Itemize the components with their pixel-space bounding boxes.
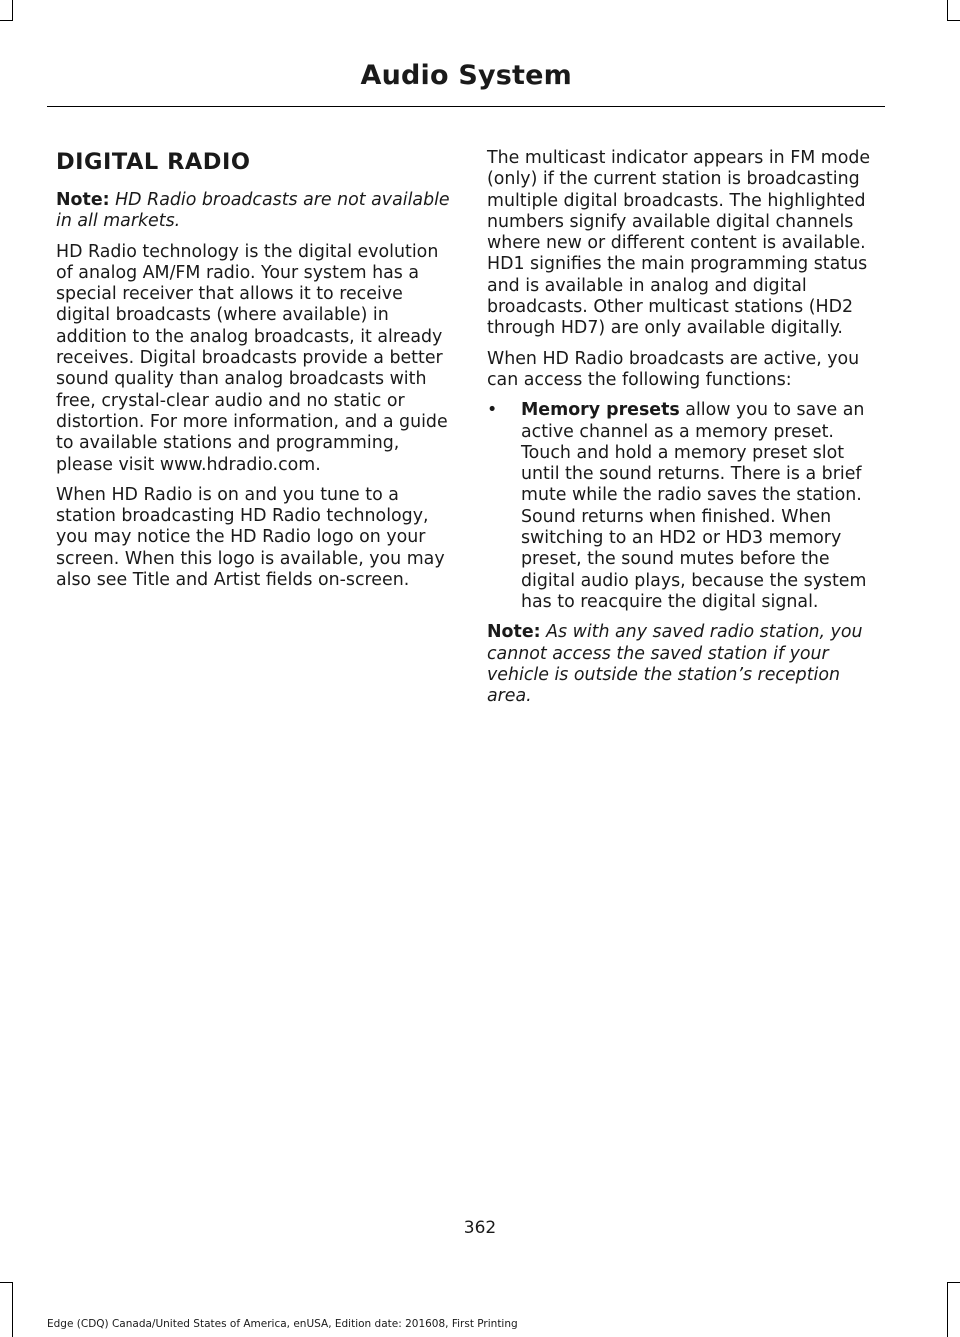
header-divider [47, 106, 885, 107]
crop-mark-top-right-h [947, 20, 960, 21]
note-label: Note: [487, 622, 541, 643]
left-column [56, 148, 456, 600]
right-column [487, 148, 885, 716]
crop-mark-top-left-v [12, 0, 13, 20]
paragraph-hd-logo: When HD Radio is on and you tune to a station broadcasting HD Radio technology, you may notice the HD Radio logo on your screen. When this logo is available, you may also see Title and Artist fields on-screen. [56, 484, 445, 591]
crop-mark-bottom-left-v [12, 1282, 13, 1337]
crop-mark-top-right-v [947, 0, 948, 20]
note-text: As with any saved radio station, you cannot access the saved station if your vehicle is outside the station’s reception area. [487, 622, 863, 707]
section-title: Audio System [360, 60, 572, 91]
bullet-term: Memory presets [521, 400, 680, 421]
heading-digital-radio: DIGITAL RADIO [56, 149, 251, 175]
bullet-mark: • [487, 400, 498, 421]
footer-edition: Edge (CDQ) Canada/United States of America, enUSA, Edition date: 201608, First Printing [47, 1318, 518, 1330]
crop-mark-top-left-h [0, 20, 13, 21]
crop-mark-bottom-right-h [947, 1282, 960, 1283]
note-saved-station [487, 622, 885, 707]
note-label: Note: [56, 190, 110, 210]
paragraph-functions-intro: When HD Radio broadcasts are active, you can access the following functions: [487, 348, 860, 390]
paragraph-hd-technology: HD Radio technology is the digital evolution of analog AM/FM radio. Your system has a special receiver that allows it to receive digital broadcasts (where available) in addition to the analog broadcasts, it already receives. Digital broadcasts provide a better sound quality than analog broadcasts with free, crystal-clear audio and no static or distortion. For more information, and a guide to available stations and programming, please visit www.hdradio.com. [56, 241, 448, 475]
bullet-body [521, 400, 885, 613]
note-text: HD Radio broadcasts are not available in all markets. [56, 190, 450, 232]
bullet-memory-presets [487, 400, 885, 613]
note-hd-availability [56, 190, 456, 233]
crop-mark-bottom-right-v [947, 1282, 948, 1337]
bullet-text: allow you to save an active channel as a memory preset. Touch and hold a memory preset slot until the sound returns. There is a brief mute while the radio saves the station. Sound returns when finished. When switching to an HD2 or HD3 memory preset, the sound mutes before the digital audio plays, because the system has to reacquire the digital signal. [521, 400, 867, 612]
crop-mark-bottom-left-h [0, 1282, 13, 1283]
paragraph-multicast: The multicast indicator appears in FM mode (only) if the current station is broadcasting multiple digital broadcasts. The highlighted numbers signify available digital channels where new or different content is available. HD1 signifies the main programming status and is available in analog and digital broadcasts. Other multicast stations (HD2 through HD7) are only available digitally. [487, 148, 871, 339]
page-number: 362 [463, 1218, 497, 1238]
